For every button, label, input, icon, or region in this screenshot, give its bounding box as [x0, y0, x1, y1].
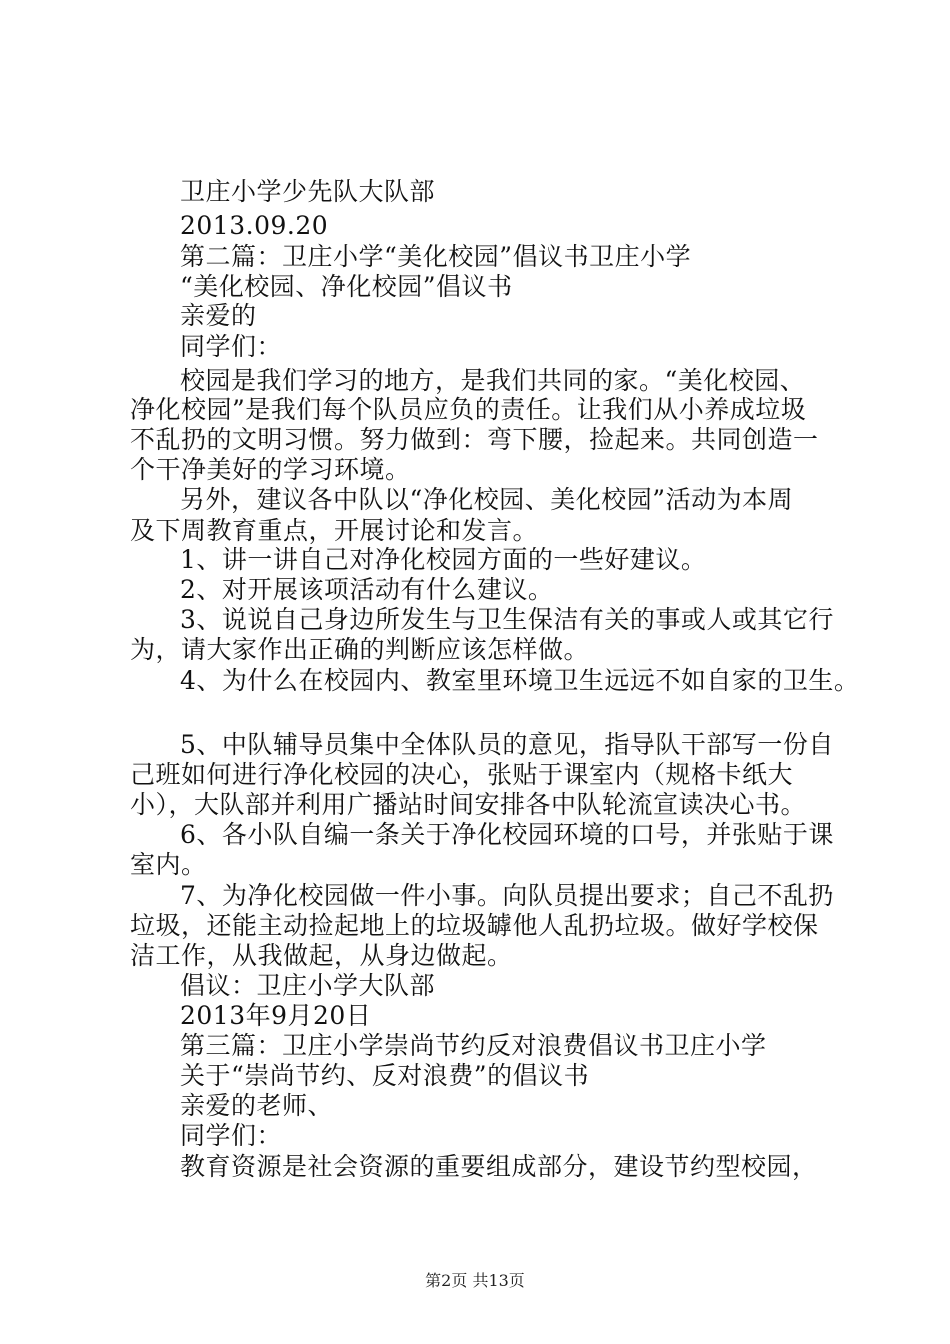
list-item: 7、为净化校园做一件小事。向队员提出要求；自己不乱扔: [180, 881, 834, 910]
document-title: “美化校园、净化校园”倡议书: [180, 272, 513, 301]
paragraph-line: 净化校园”是我们每个队员应负的责任。让我们从小养成垃圾: [130, 395, 807, 424]
list-item: 室内。: [130, 850, 207, 879]
list-item: 3、说说自己身边所发生与卫生保洁有关的事或人或其它行: [180, 605, 834, 634]
salutation-line: 亲爱的: [180, 301, 257, 330]
salutation-line: 亲爱的老师、: [180, 1091, 334, 1120]
list-item: 洁工作，从我做起，从身边做起。: [130, 941, 513, 970]
list-item: 2、对开展该项活动有什么建议。: [180, 575, 554, 604]
list-item: 5、中队辅导员集中全体队员的意见，指导队干部写一份自: [180, 730, 834, 759]
issuer-line: 卫庄小学少先队大队部: [180, 177, 436, 206]
page-number-footer: 第2页 共13页: [425, 1271, 525, 1290]
list-item: 小），大队部并利用广播站时间安排各中队轮流宣读决心书。: [130, 790, 807, 819]
list-item: 4、为什么在校园内、教室里环境卫生远远不如自家的卫生。: [180, 666, 860, 695]
document-title: 关于“崇尚节约、反对浪费”的倡议书: [180, 1061, 590, 1090]
signature-line: 倡议：卫庄小学大队部: [180, 971, 436, 1000]
list-item: 己班如何进行净化校园的决心，张贴于课室内（规格卡纸大: [130, 760, 794, 789]
salutation-line: 同学们：: [180, 1121, 283, 1150]
date-line: 2013年9月20日: [180, 1001, 372, 1030]
list-item: 为，请大家作出正确的判断应该怎样做。: [130, 635, 590, 664]
date-line: 2013.09.20: [180, 211, 329, 240]
section-heading: 第二篇：卫庄小学“美化校园”倡议书卫庄小学: [180, 242, 692, 271]
list-item: 垃圾，还能主动捡起地上的垃圾罅他人乱扔垃圾。做好学校保: [130, 911, 819, 940]
paragraph-line: 不乱扔的文明习惯。努力做到：弯下腰，捡起来。共同创造一: [130, 425, 819, 454]
paragraph-line: 教育资源是社会资源的重要组成部分，建设节约型校园，: [180, 1152, 818, 1181]
paragraph-line: 另外，建议各中队以“净化校园、美化校园”活动为本周: [180, 485, 794, 514]
paragraph-line: 及下周教育重点，开展讨论和发言。: [130, 516, 539, 545]
list-item: 1、讲一讲自己对净化校园方面的一些好建议。: [180, 545, 707, 574]
list-item: 6、各小队自编一条关于净化校园环境的口号，并张贴于课: [180, 820, 834, 849]
paragraph-line: 个干净美好的学习环境。: [130, 455, 411, 484]
salutation-line: 同学们：: [180, 332, 283, 361]
section-heading: 第三篇：卫庄小学崇尚节约反对浪费倡议书卫庄小学: [180, 1031, 767, 1060]
paragraph-line: 校园是我们学习的地方，是我们共同的家。“美化校园、: [180, 366, 806, 395]
